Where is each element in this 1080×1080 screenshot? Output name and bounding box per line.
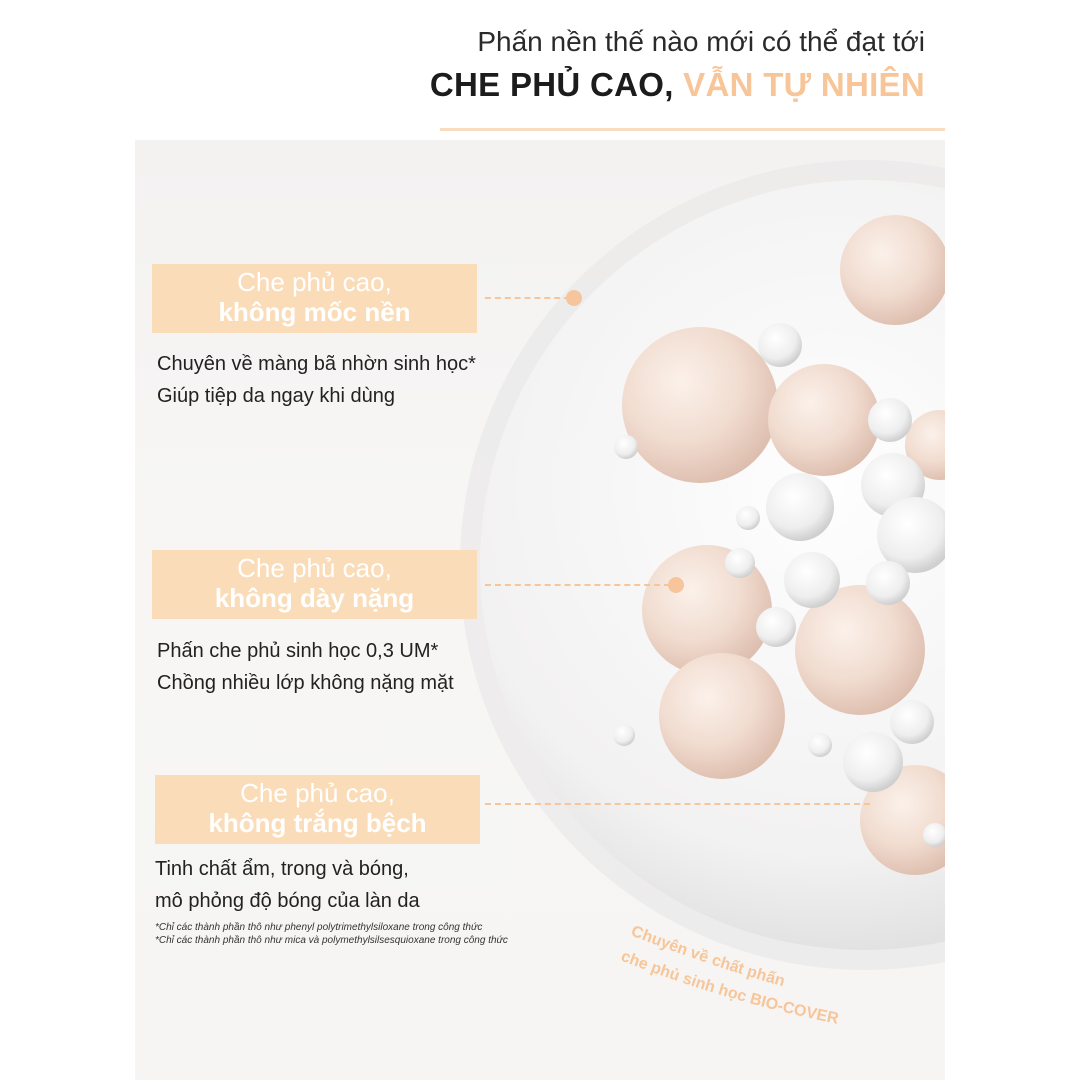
droplet	[890, 700, 934, 744]
droplet	[868, 398, 912, 442]
feature-desc-line2: Chồng nhiều lớp không nặng mặt	[157, 672, 454, 694]
footnote-1: *Chỉ các thành phần thô như phenyl polytrimethylsiloxane trong công thức	[155, 922, 483, 933]
bead	[622, 327, 778, 483]
header-divider	[440, 128, 945, 131]
bead	[768, 364, 880, 476]
feature-desc-line2: Giúp tiệp da ngay khi dùng	[157, 385, 395, 407]
feature-tag-line1: Che phủ cao,	[237, 267, 392, 297]
feature-desc-line1: Chuyên về màng bã nhờn sinh học*	[157, 353, 476, 375]
droplet	[736, 506, 760, 530]
connector-line-3	[485, 803, 870, 805]
feature-desc-3	[155, 853, 420, 917]
droplet	[758, 323, 802, 367]
droplet	[756, 607, 796, 647]
bead	[659, 653, 785, 779]
feature-tag-line2: không trắng bệch	[208, 808, 427, 838]
bead	[840, 215, 950, 325]
droplet	[725, 548, 755, 578]
curved-caption-line2: che phủ sinh học BIO-COVER	[618, 947, 840, 1028]
feature-tag-line1: Che phủ cao,	[237, 553, 392, 583]
droplet	[923, 823, 947, 847]
feature-tag-line2: không dày nặng	[214, 583, 415, 613]
droplet	[766, 473, 834, 541]
feature-tag-1	[152, 264, 477, 333]
feature-desc-line1: Phấn che phủ sinh học 0,3 UM*	[157, 640, 439, 662]
feature-desc-1	[157, 348, 476, 412]
title-accent: VẪN TỰ NHIÊN	[683, 66, 925, 103]
feature-tag-line2: không mốc nền	[218, 297, 411, 327]
feature-desc-line2: mô phỏng độ bóng của làn da	[155, 890, 420, 912]
page-title	[430, 66, 925, 104]
droplet	[866, 561, 910, 605]
connector-line-2	[485, 584, 670, 586]
feature-tag-2	[152, 550, 477, 619]
connector-dot-2	[668, 577, 684, 593]
droplet	[843, 732, 903, 792]
footnote-2: *Chỉ các thành phần thô như mica và polymethylsilsesquioxane trong công thức	[155, 935, 508, 946]
page-subtitle: Phấn nền thế nào mới có thể đạt tới	[477, 26, 925, 57]
droplet	[614, 435, 638, 459]
connector-dot-1	[566, 290, 582, 306]
droplet	[784, 552, 840, 608]
droplet	[613, 724, 635, 746]
feature-desc-line1: Tinh chất ẩm, trong và bóng,	[155, 858, 409, 880]
droplet	[808, 733, 832, 757]
curved-caption-line1: Chuyên về chất phấn	[628, 922, 787, 991]
title-dark: CHE PHỦ CAO,	[429, 66, 674, 103]
feature-tag-3	[155, 775, 480, 844]
feature-desc-2	[157, 635, 454, 699]
connector-line-1	[485, 297, 570, 299]
feature-tag-line1: Che phủ cao,	[240, 778, 395, 808]
